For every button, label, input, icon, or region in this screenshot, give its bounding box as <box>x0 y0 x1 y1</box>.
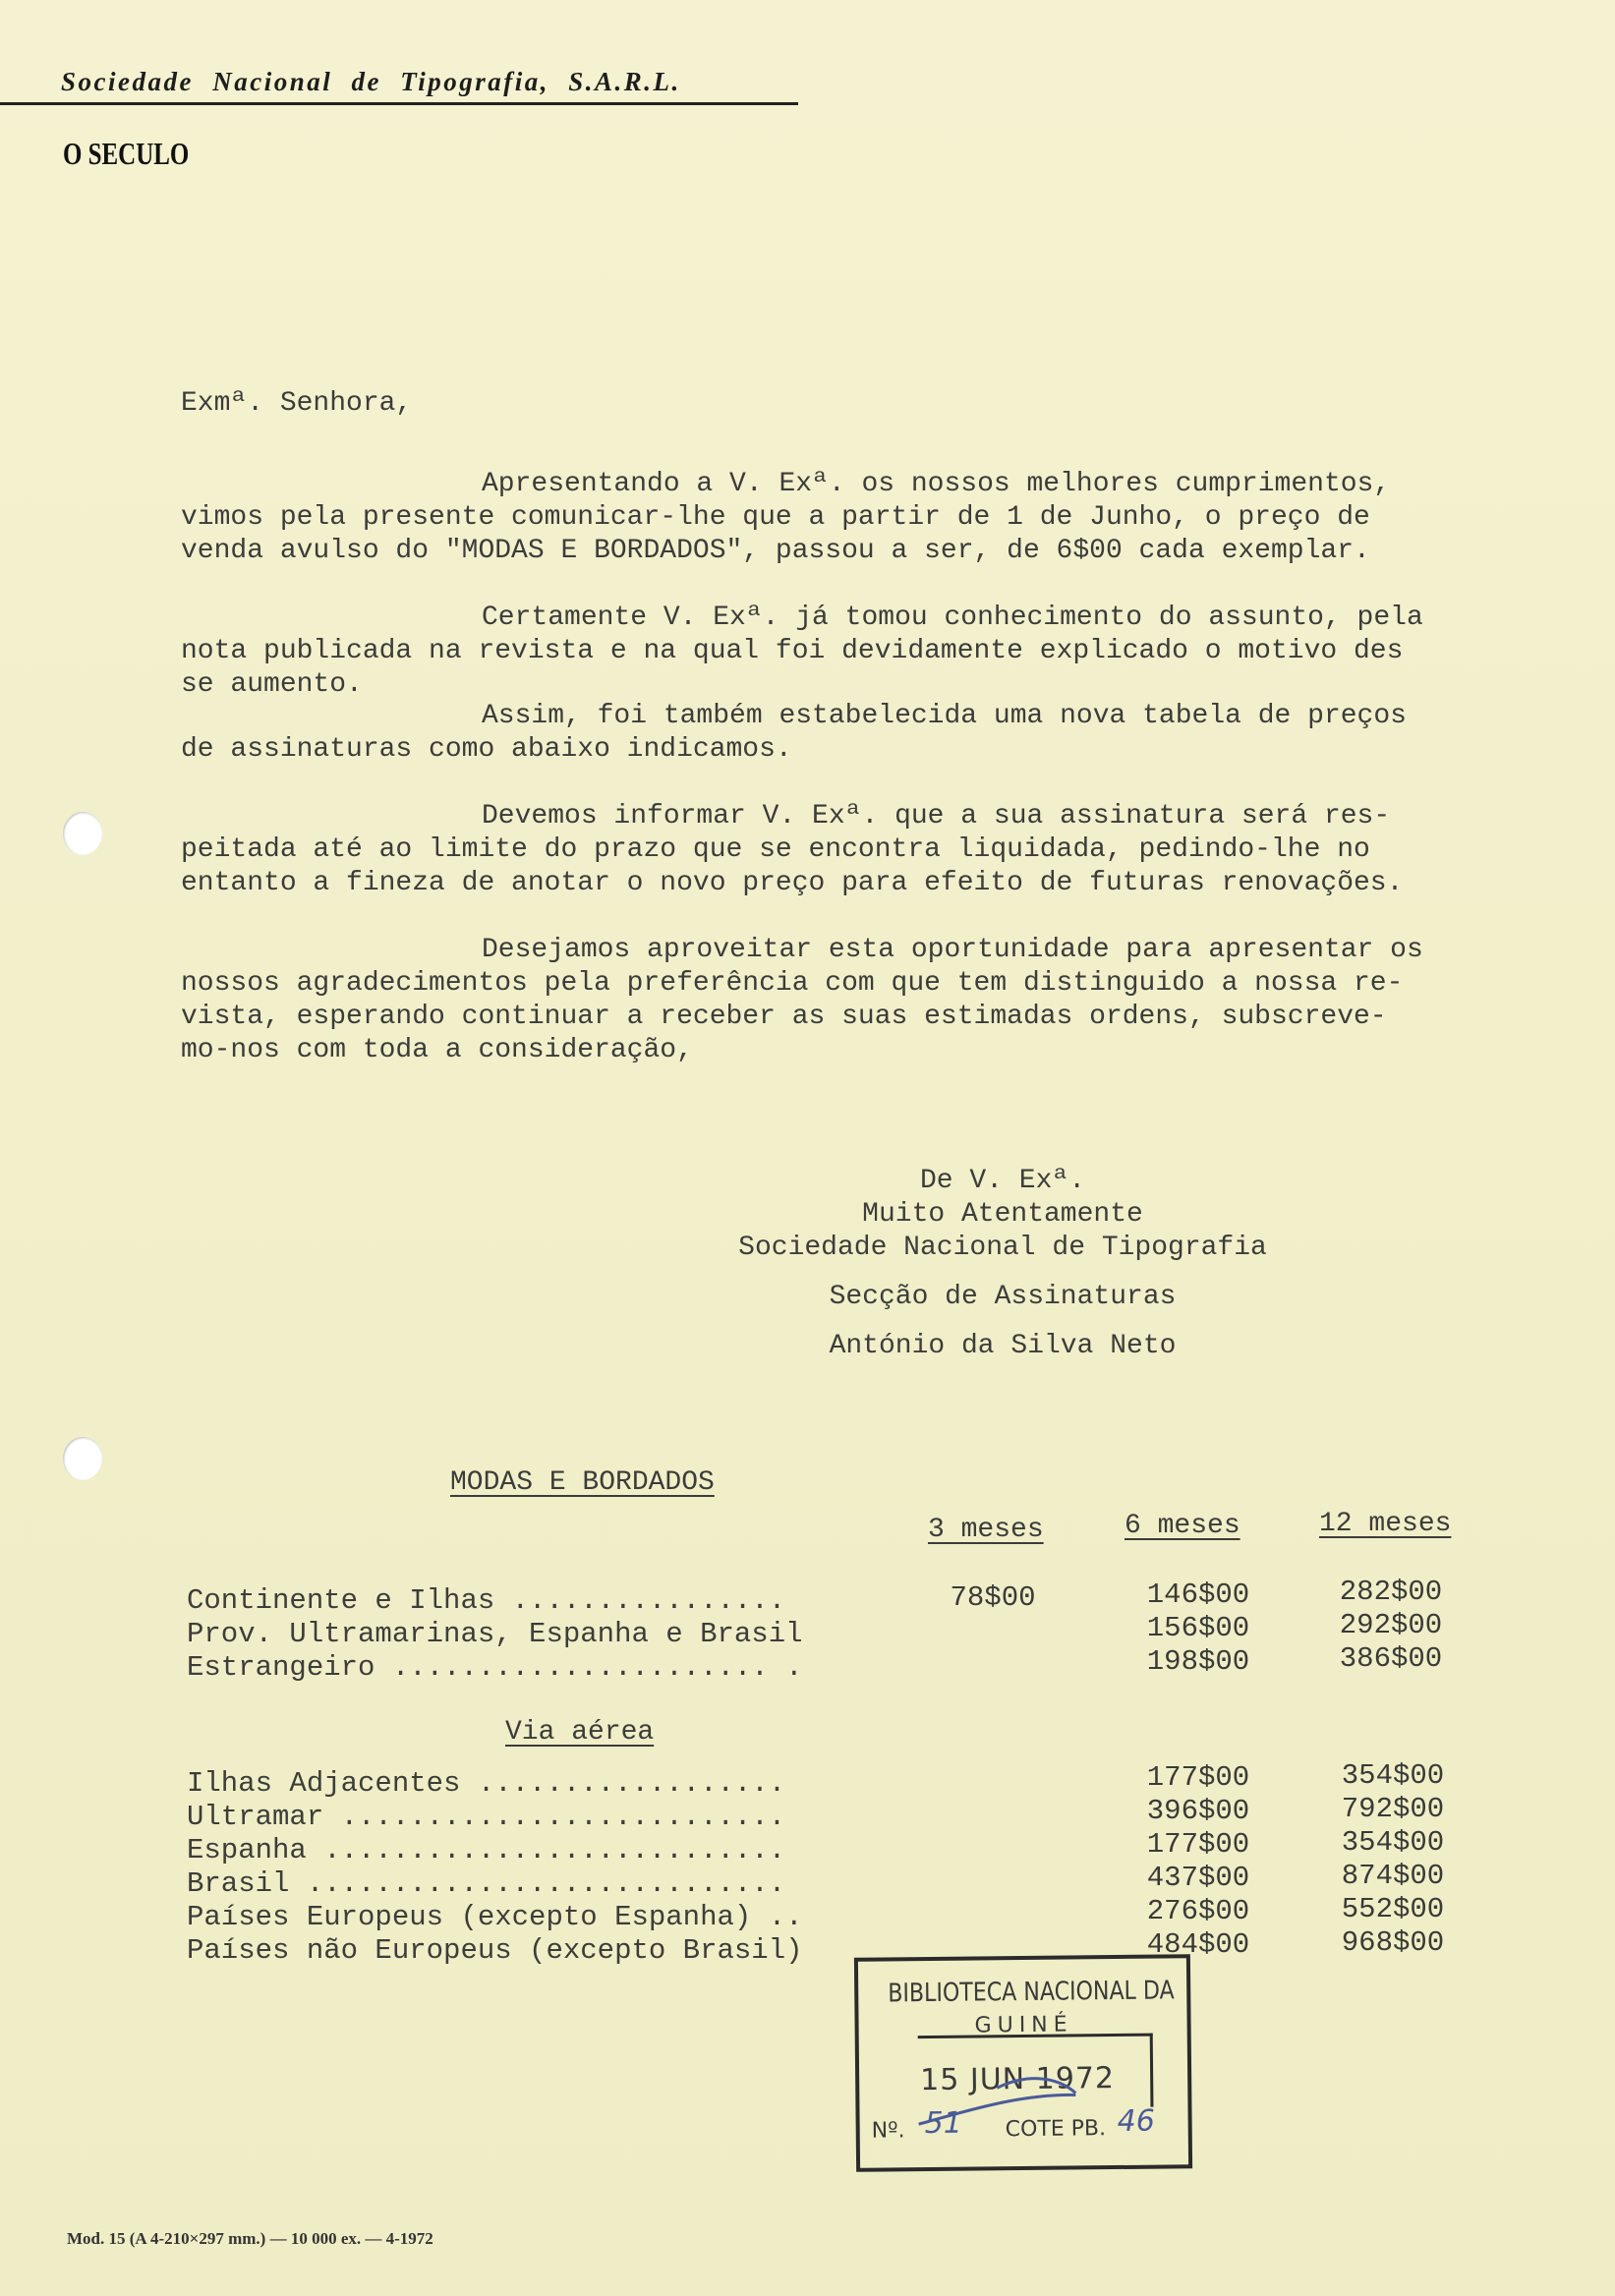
paragraph-line: venda avulso do "MODAS E BORDADOS", passou a ser, de 6$00 cada exemplar. <box>181 536 1370 566</box>
paragraph-line: mo-nos com toda a consideração, <box>181 1035 693 1065</box>
table-row-label: Estrangeiro ...................... . <box>187 1651 803 1684</box>
table-cell: 198$00 <box>1146 1645 1250 1678</box>
table-cell: 177$00 <box>1146 1828 1250 1861</box>
paragraph-line: de assinaturas como abaixo indicamos. <box>181 734 792 765</box>
table-row-label: Continente e Ilhas ................ <box>187 1584 786 1617</box>
table-cell: 874$00 <box>1341 1860 1445 1892</box>
stamp-country: GUINÉ <box>974 2012 1073 2038</box>
stamp-number-label: Nº. <box>871 2118 905 2144</box>
punch-hole <box>63 1437 102 1480</box>
paragraph-line: vista, esperando continuar a receber as suas estimadas ordens, subscreve- <box>181 1002 1387 1032</box>
stamp-number-value: 51 <box>924 2105 963 2142</box>
stamp-cote-label: COTE PB. <box>1005 2116 1107 2143</box>
table-cell: 437$00 <box>1146 1862 1250 1894</box>
stamp-cote-value: 46 <box>1117 2103 1155 2140</box>
stamp-library-name: BIBLIOTECA NACIONAL DA <box>888 1976 1175 2009</box>
table-cell: 276$00 <box>1146 1895 1250 1927</box>
air-mail-subtitle: Via aérea <box>505 1717 655 1748</box>
paragraph-line: Desejamos aproveitar esta oportunidade para apresentar os <box>482 935 1423 965</box>
table-title: MODAS E BORDADOS <box>450 1467 715 1498</box>
table-cell: 78$00 <box>950 1581 1036 1614</box>
column-header-6-meses: 6 meses <box>1125 1511 1240 1541</box>
table-cell: 484$00 <box>1146 1928 1250 1961</box>
table-cell: 386$00 <box>1339 1642 1443 1675</box>
paragraph-line: se aumento. <box>181 669 363 700</box>
stamp-date: 15 JUN 1972 <box>919 2061 1116 2098</box>
signatory-name: António da Silva Neto <box>829 1331 1177 1361</box>
table-row-label: Ilhas Adjacentes .................. <box>187 1767 786 1800</box>
paragraph-line: Apresentando a V. Exª. os nossos melhores cumprimentos, <box>482 469 1391 499</box>
closing-line: De V. Exª. <box>919 1166 1086 1196</box>
table-row-label: Brasil ............................ <box>187 1867 786 1900</box>
table-cell: 792$00 <box>1341 1793 1445 1825</box>
table-row-label: Países Europeus (excepto Espanha) .. <box>187 1901 803 1933</box>
paragraph-line: peitada até ao limite do prazo que se encontra liquidada, pedindo-lhe no <box>181 834 1370 865</box>
table-cell: 396$00 <box>1146 1795 1250 1827</box>
paragraph-line: nossos agradecimentos pela preferência com que tem distinguido a nossa re- <box>181 968 1404 999</box>
paragraph-line: entanto a fineza de anotar o novo preço para efeito de futuras renovações. <box>181 868 1404 898</box>
table-cell: 177$00 <box>1146 1761 1250 1794</box>
form-footer: Mod. 15 (A 4-210×297 mm.) — 10 000 ex. — 4-1972 <box>67 2229 433 2248</box>
paragraph-line: nota publicada na revista e na qual foi devidamente explicado o motivo des <box>181 636 1404 666</box>
closing-line: Secção de Assinaturas <box>829 1282 1177 1312</box>
closing-line: Muito Atentamente <box>862 1199 1143 1230</box>
table-row-label: Países não Europeus (excepto Brasil) <box>187 1934 803 1967</box>
newspaper-name: O SECULO <box>63 136 190 171</box>
header-rule <box>0 102 798 105</box>
table-cell: 292$00 <box>1339 1609 1443 1641</box>
company-name: Sociedade Nacional de Tipografia, S.A.R.L. <box>61 67 681 96</box>
column-header-12-meses: 12 meses <box>1319 1509 1452 1539</box>
paragraph-line: vimos pela presente comunicar-lhe que a partir de 1 de Junho, o preço de <box>181 502 1370 533</box>
salutation: Exmª. Senhora, <box>181 388 413 419</box>
table-cell: 552$00 <box>1341 1893 1445 1925</box>
table-row-label: Espanha ........................... <box>187 1834 786 1866</box>
paragraph-line: Certamente V. Exª. já tomou conhecimento do assunto, pela <box>482 603 1423 633</box>
table-cell: 146$00 <box>1146 1578 1250 1611</box>
paragraph-line: Assim, foi também estabelecida uma nova tabela de preços <box>482 701 1407 731</box>
table-cell: 968$00 <box>1341 1926 1445 1959</box>
table-row-label: Ultramar .......................... <box>187 1801 786 1833</box>
table-cell: 156$00 <box>1146 1612 1250 1644</box>
library-stamp <box>854 1954 1192 2172</box>
table-cell: 354$00 <box>1341 1759 1445 1792</box>
table-row-label: Prov. Ultramarinas, Espanha e Brasil <box>187 1618 803 1650</box>
paragraph-line: Devemos informar V. Exª. que a sua assinatura será res- <box>482 801 1391 832</box>
punch-hole <box>63 812 102 855</box>
column-header-3-meses: 3 meses <box>928 1515 1044 1545</box>
table-cell: 354$00 <box>1341 1826 1445 1859</box>
table-cell: 282$00 <box>1339 1576 1443 1608</box>
closing-line: Sociedade Nacional de Tipografia <box>738 1233 1267 1263</box>
